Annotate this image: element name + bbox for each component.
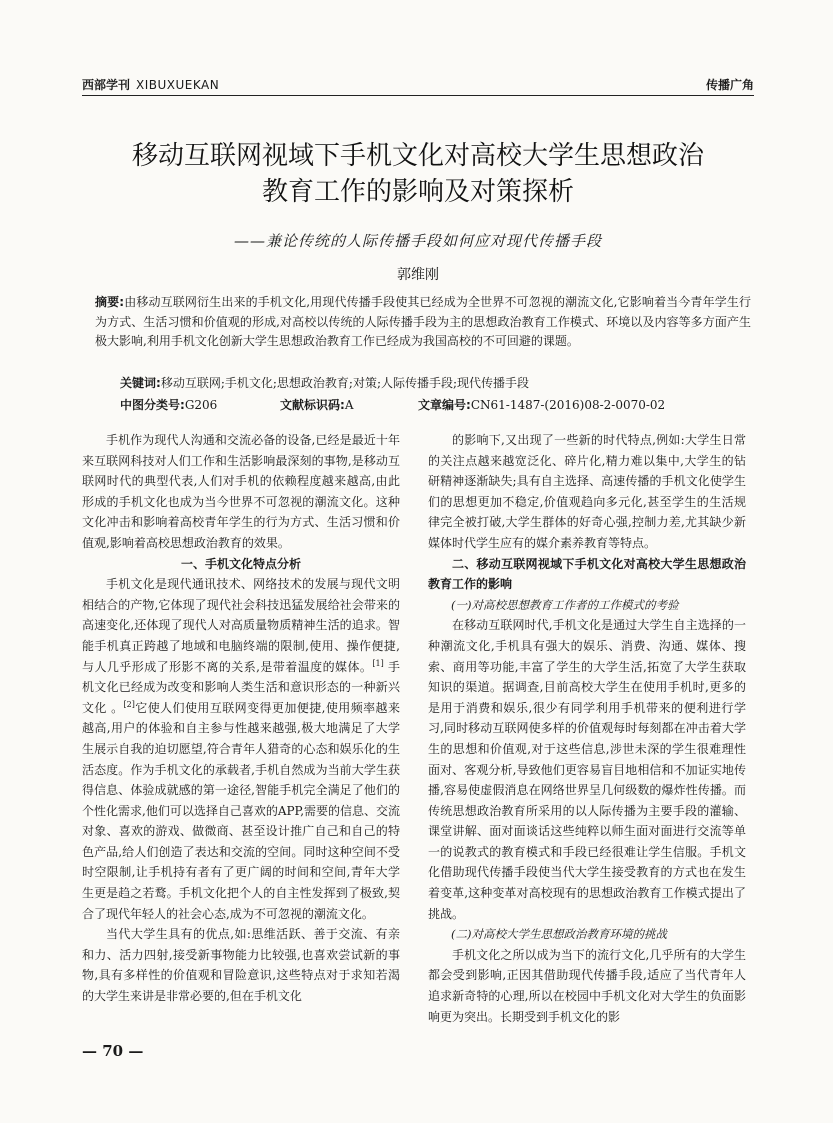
section-heading: 二、移动互联网视域下手机文化对高校大学生思想政治教育工作的影响 [428, 556, 746, 592]
body-column-left [82, 430, 400, 1007]
section-name: 传播广角 [705, 78, 754, 92]
journal-name [82, 76, 219, 93]
paragraph: 手机作为现代人沟通和交流必备的设备,已经是最近十年来互联网科技对人们工作和生活影响最深刻的事物,是移动互联网时代的典型代表,人们对手机的依赖程度越来越高,由此形成的手机文化也成为当今世界不可忽视的潮流文化。这种文化冲击和影响着高校青年学生的行为方式、生活习惯和价值观,影响着高校思想政治教育的效果。 [82, 433, 400, 550]
title-line-1: 移动互联网视域下手机文化对高校大学生思想政治 [131, 141, 704, 171]
article-title [82, 138, 754, 210]
subsection-heading: (一)对高校思想教育工作者的工作模式的考验 [451, 597, 679, 612]
keywords [120, 374, 750, 392]
body-column-right [428, 430, 746, 1027]
article-no-value: CN61-1487-(2016)08-2-0070-02 [470, 398, 666, 412]
title-line-2: 教育工作的影响及对策探析 [261, 177, 574, 207]
doc-code-value: A [344, 398, 354, 412]
author-name: 郭维刚 [397, 267, 439, 283]
running-header [82, 76, 754, 94]
article-number [418, 396, 666, 414]
paragraph [82, 574, 400, 924]
paragraph-text: 手机文化是现代通讯技术、网络技术的发展与现代文明相结合的产物,它体现了现代社会科技迅猛发展给社会带来的高速变化,还体现了现代人对高质量物质精神生活的追求。智能手机真正跨越了地域和电脑终端的限制,使用、操作便捷,与人几乎形成了形影不离的关系,是带着温度的媒体。 [82, 577, 400, 674]
section-heading: 一、手机文化特点分析 [180, 556, 301, 571]
citation-ref[interactable]: [1] [372, 658, 384, 668]
clc-label: 中图分类号: [120, 398, 185, 412]
document-code [280, 396, 354, 414]
page-number: — 70 — [82, 1042, 144, 1060]
clc-value: G206 [184, 398, 218, 412]
doc-code-label: 文献标识码: [280, 398, 345, 412]
article-no-label: 文章编号: [418, 398, 471, 412]
paragraph: 手机文化之所以成为当下的流行文化,几乎所有的大学生都会受到影响,正因其借助现代传播手段,适应了当代青年人追求新奇特的心理,所以在校园中手机文化对大学生的负面影响更为突出。长期受到手机文化的影 [428, 947, 746, 1024]
header-divider [82, 95, 754, 96]
article-subtitle: ——兼论传统的人际传播手段如何应对现代传播手段 [233, 232, 602, 250]
subsection-heading: (二)对高校大学生思想政治教育环境的挑战 [451, 927, 667, 942]
abstract-text: 由移动互联网衍生出来的手机文化,用现代传播手段使其已经成为全世界不可忽视的潮流文化,它影响着当今青年学生行为方式、生活习惯和价值观的形成,对高校以传统的人际传播手段为主的思想政治教育工作模式、环境以及内容等多方面产生极大影响,利用手机文化创新大学生思想政治教育工作已经成为我国高校的不可回避的课题。 [95, 295, 751, 348]
abstract-label: 摘要: [95, 295, 125, 309]
paragraph-text: 手机文化已经成为改变和影响人类生活和意识形态的一种新兴文化 。 [82, 659, 400, 715]
paragraph: 当代大学生具有的优点,如:思维活跃、善于交流、有亲和力、活力四射,接受新事物能力比较强,也喜欢尝试新的事物,具有多样性的价值观和冒险意识,这些特点对于求知若渴的大学生来讲是非常必要的,但在手机文化 [82, 927, 400, 1004]
paragraph: 在移动互联网时代,手机文化是通过大学生自主选择的一种潮流文化,手机具有强大的娱乐、消费、沟通、媒体、搜索、商用等功能,丰富了学生的大学生活,拓宽了大学生获取知识的渠道。据调查,目前高校大学生在使用手机时,更多的是用于消费和娱乐,很少有同学利用手机带来的便利进行学习,同时移动互联网使多样的价值观每时每刻都在冲击着大学生的思想和价值观,对于这些信息,涉世未深的学生很难理性面对、客观分析,导致他们更容易盲目地相信和不加证实地传播,容易使虚假消息在网络世界呈几何级数的爆炸性传播。而传统思想政治教育所采用的以人际传播为主要手段的灌输、课堂讲解、面对面谈话这些纯粹以师生面对面进行交流等单一的说教式的教育模式和手段已经很难让学生信服。手机文化借助现代传播手段使当代大学生接受教育的方式也在发生着变革,这种变革对高校现有的思想政治教育工作模式提出了挑战。 [428, 618, 746, 921]
article-metadata [120, 396, 750, 414]
abstract [95, 293, 751, 352]
journal-name-en: XIBUXUEKAN [136, 78, 220, 92]
citation-ref[interactable]: [2] [123, 699, 135, 709]
journal-name-cn: 西部学刊 [82, 78, 131, 92]
paragraph: 的影响下,又出现了一些新的时代特点,例如:大学生日常的关注点越来越宽泛化、碎片化,精力难以集中,大学生的钻研精神逐渐缺失;具有自主选择、高速传播的手机文化使学生们的思想更加不稳定,价值观趋向多元化,甚至学生的生活规律完全被打破,大学生群体的好奇心强,控制力差,尤其缺少新媒体时代学生应有的媒介素养教育等特点。 [428, 433, 746, 550]
keywords-label: 关键词: [120, 376, 161, 390]
paragraph-text: 它使人们使用互联网变得更加便捷,使用频率越来越高,用户的体验和自主参与性越来越强,极大地满足了大学生展示自我的迫切愿望,符合青年人猎奇的心态和娱乐化的生活态度。作为手机文化的承载者,手机自然成为当前大学生获得信息、体验成就感的第一途径,智能手机完全满足了他们的个性化需求,他们可以选择自己喜欢的APP,需要的信息、交流对象、喜欢的游戏、做微商、甚至设计推广自己和自己的特色产品,给人们创造了表达和交流的空间。同时这种空间不受时空限制,让手机持有者有了更广阔的时间和空间,青年大学生更是趋之若鹜。手机文化把个人的自主性发挥到了极致,契合了现代年轻人的社会心态,成为不可忽视的潮流文化。 [82, 700, 401, 921]
clc-number [120, 396, 218, 414]
keywords-text: 移动互联网;手机文化;思想政治教育;对策;人际传播手段;现代传播手段 [160, 376, 530, 390]
